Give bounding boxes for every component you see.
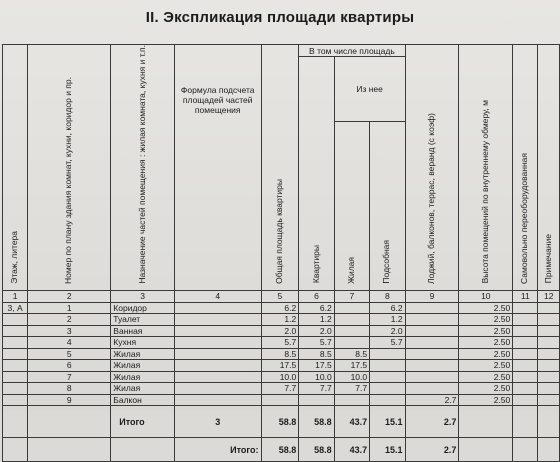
cell-living: 7.7 bbox=[334, 383, 369, 395]
cell-balcony: 2.7 bbox=[405, 394, 459, 406]
cell-floor bbox=[3, 337, 28, 349]
cell-living bbox=[334, 302, 369, 314]
header-purpose: Назначение частей помещения : жилая комната, кухня и т.п. bbox=[111, 45, 175, 291]
table-row bbox=[3, 302, 560, 314]
header-apartment: Квартиры bbox=[299, 57, 334, 291]
grand-total-balcony: 2.7 bbox=[405, 438, 459, 462]
cell-aux bbox=[370, 360, 405, 372]
cell-floor bbox=[3, 314, 28, 326]
cell-floor bbox=[3, 394, 28, 406]
cell-height: 2.50 bbox=[459, 383, 513, 395]
cell-apt: 5.7 bbox=[299, 337, 334, 349]
cell-apt: 6.2 bbox=[299, 302, 334, 314]
subtotal-living: 43.7 bbox=[334, 406, 369, 438]
column-numbers-row: 1 2 3 4 5 6 7 8 9 10 11 12 bbox=[3, 290, 560, 302]
cell-balcony bbox=[405, 360, 459, 372]
cell-name: Жилая bbox=[111, 360, 175, 372]
header-formula: Формула подсчета площадей частей помещения bbox=[174, 45, 261, 291]
cell-apt: 1.2 bbox=[299, 314, 334, 326]
cell-living bbox=[334, 394, 369, 406]
header-selfbuilt: Самовольно переоборудованная bbox=[513, 45, 538, 291]
table-row bbox=[3, 383, 560, 395]
cell-living bbox=[334, 337, 369, 349]
cell-apt: 10.0 bbox=[299, 371, 334, 383]
cell-aux: 6.2 bbox=[370, 302, 405, 314]
cell-height: 2.50 bbox=[459, 302, 513, 314]
cell-living: 8.5 bbox=[334, 348, 369, 360]
subtotal-apartment: 58.8 bbox=[299, 406, 334, 438]
grand-total-auxiliary: 15.1 bbox=[370, 438, 405, 462]
cell-height: 2.50 bbox=[459, 394, 513, 406]
grand-total-total: 58.8 bbox=[261, 438, 299, 462]
cell-living bbox=[334, 325, 369, 337]
subtotal-balcony: 2.7 bbox=[405, 406, 459, 438]
cell-floor bbox=[3, 371, 28, 383]
grand-total-living: 43.7 bbox=[334, 438, 369, 462]
cell-height: 2.50 bbox=[459, 371, 513, 383]
header-total-area: Общая площадь квартиры bbox=[261, 45, 299, 291]
grand-total-label: Итого: bbox=[174, 438, 261, 462]
cell-aux bbox=[370, 394, 405, 406]
subtotal-row bbox=[3, 406, 560, 438]
cell-balcony bbox=[405, 325, 459, 337]
cell-balcony bbox=[405, 383, 459, 395]
header-note: Примечание bbox=[538, 45, 560, 291]
cell-num: 6 bbox=[28, 360, 111, 372]
cell-num: 4 bbox=[28, 337, 111, 349]
cell-balcony bbox=[405, 337, 459, 349]
cell-name: Жилая bbox=[111, 383, 175, 395]
cell-num: 8 bbox=[28, 383, 111, 395]
cell-total: 6.2 bbox=[261, 302, 299, 314]
cell-total: 1.2 bbox=[261, 314, 299, 326]
cell-name: Коридор bbox=[111, 302, 175, 314]
cell-floor bbox=[3, 360, 28, 372]
cell-total: 5.7 bbox=[261, 337, 299, 349]
cell-height: 2.50 bbox=[459, 314, 513, 326]
subtotal-formula: 3 bbox=[174, 406, 261, 438]
header-of-which: Из нее bbox=[334, 57, 405, 122]
header-including: В том числе площадь bbox=[299, 45, 405, 57]
cell-aux: 2.0 bbox=[370, 325, 405, 337]
cell-num: 1 bbox=[28, 302, 111, 314]
cell-name: Балкон bbox=[111, 394, 175, 406]
cell-aux: 5.7 bbox=[370, 337, 405, 349]
cell-height: 2.50 bbox=[459, 360, 513, 372]
cell-total: 8.5 bbox=[261, 348, 299, 360]
table-row bbox=[3, 394, 560, 406]
cell-total: 17.5 bbox=[261, 360, 299, 372]
cell-apt: 7.7 bbox=[299, 383, 334, 395]
cell-name: Жилая bbox=[111, 348, 175, 360]
cell-aux: 1.2 bbox=[370, 314, 405, 326]
cell-floor bbox=[3, 383, 28, 395]
cell-height: 2.50 bbox=[459, 325, 513, 337]
cell-aux bbox=[370, 371, 405, 383]
grand-total-row bbox=[3, 438, 560, 462]
header-loggias: Лоджий, балконов, террас, веранд (с коэф) bbox=[405, 45, 459, 291]
cell-name: Туалет bbox=[111, 314, 175, 326]
table-row bbox=[3, 371, 560, 383]
cell-aux bbox=[370, 348, 405, 360]
cell-num: 7 bbox=[28, 371, 111, 383]
cell-floor bbox=[3, 348, 28, 360]
subtotal-total: 58.8 bbox=[261, 406, 299, 438]
header-height: Высота помещений по внутреннему обмеру, м bbox=[459, 45, 513, 291]
table-row bbox=[3, 360, 560, 372]
subtotal-label: Итого bbox=[111, 406, 175, 438]
cell-floor bbox=[3, 325, 28, 337]
cell-balcony bbox=[405, 348, 459, 360]
cell-floor: 3, А bbox=[3, 302, 28, 314]
header-living: Жилая bbox=[334, 121, 369, 290]
cell-num: 3 bbox=[28, 325, 111, 337]
cell-num: 2 bbox=[28, 314, 111, 326]
cell-balcony bbox=[405, 371, 459, 383]
cell-apt: 8.5 bbox=[299, 348, 334, 360]
cell-apt bbox=[299, 394, 334, 406]
cell-aux bbox=[370, 383, 405, 395]
cell-num: 5 bbox=[28, 348, 111, 360]
cell-living: 10.0 bbox=[334, 371, 369, 383]
table-row bbox=[3, 325, 560, 337]
cell-living bbox=[334, 314, 369, 326]
table-row bbox=[3, 314, 560, 326]
cell-living: 17.5 bbox=[334, 360, 369, 372]
cell-apt: 2.0 bbox=[299, 325, 334, 337]
cell-num: 9 bbox=[28, 394, 111, 406]
cell-apt: 17.5 bbox=[299, 360, 334, 372]
document-title: II. Экспликация площади квартиры bbox=[145, 9, 415, 26]
header-floor: Этаж, литера bbox=[3, 45, 28, 291]
explication-table bbox=[2, 44, 560, 462]
grand-total-apartment: 58.8 bbox=[299, 438, 334, 462]
cell-total: 7.7 bbox=[261, 383, 299, 395]
cell-total: 10.0 bbox=[261, 371, 299, 383]
cell-name: Кухня bbox=[111, 337, 175, 349]
header-auxiliary: Подсобная bbox=[370, 121, 405, 290]
cell-name: Ванная bbox=[111, 325, 175, 337]
subtotal-auxiliary: 15.1 bbox=[370, 406, 405, 438]
cell-height: 2.50 bbox=[459, 337, 513, 349]
cell-total bbox=[261, 394, 299, 406]
header-room-number: Номер по плану здания комнат, кухни, коридор и пр. bbox=[28, 45, 111, 291]
cell-balcony bbox=[405, 314, 459, 326]
table-row bbox=[3, 337, 560, 349]
cell-name: Жилая bbox=[111, 371, 175, 383]
cell-balcony bbox=[405, 302, 459, 314]
table-row bbox=[3, 348, 560, 360]
cell-height: 2.50 bbox=[459, 348, 513, 360]
cell-total: 2.0 bbox=[261, 325, 299, 337]
